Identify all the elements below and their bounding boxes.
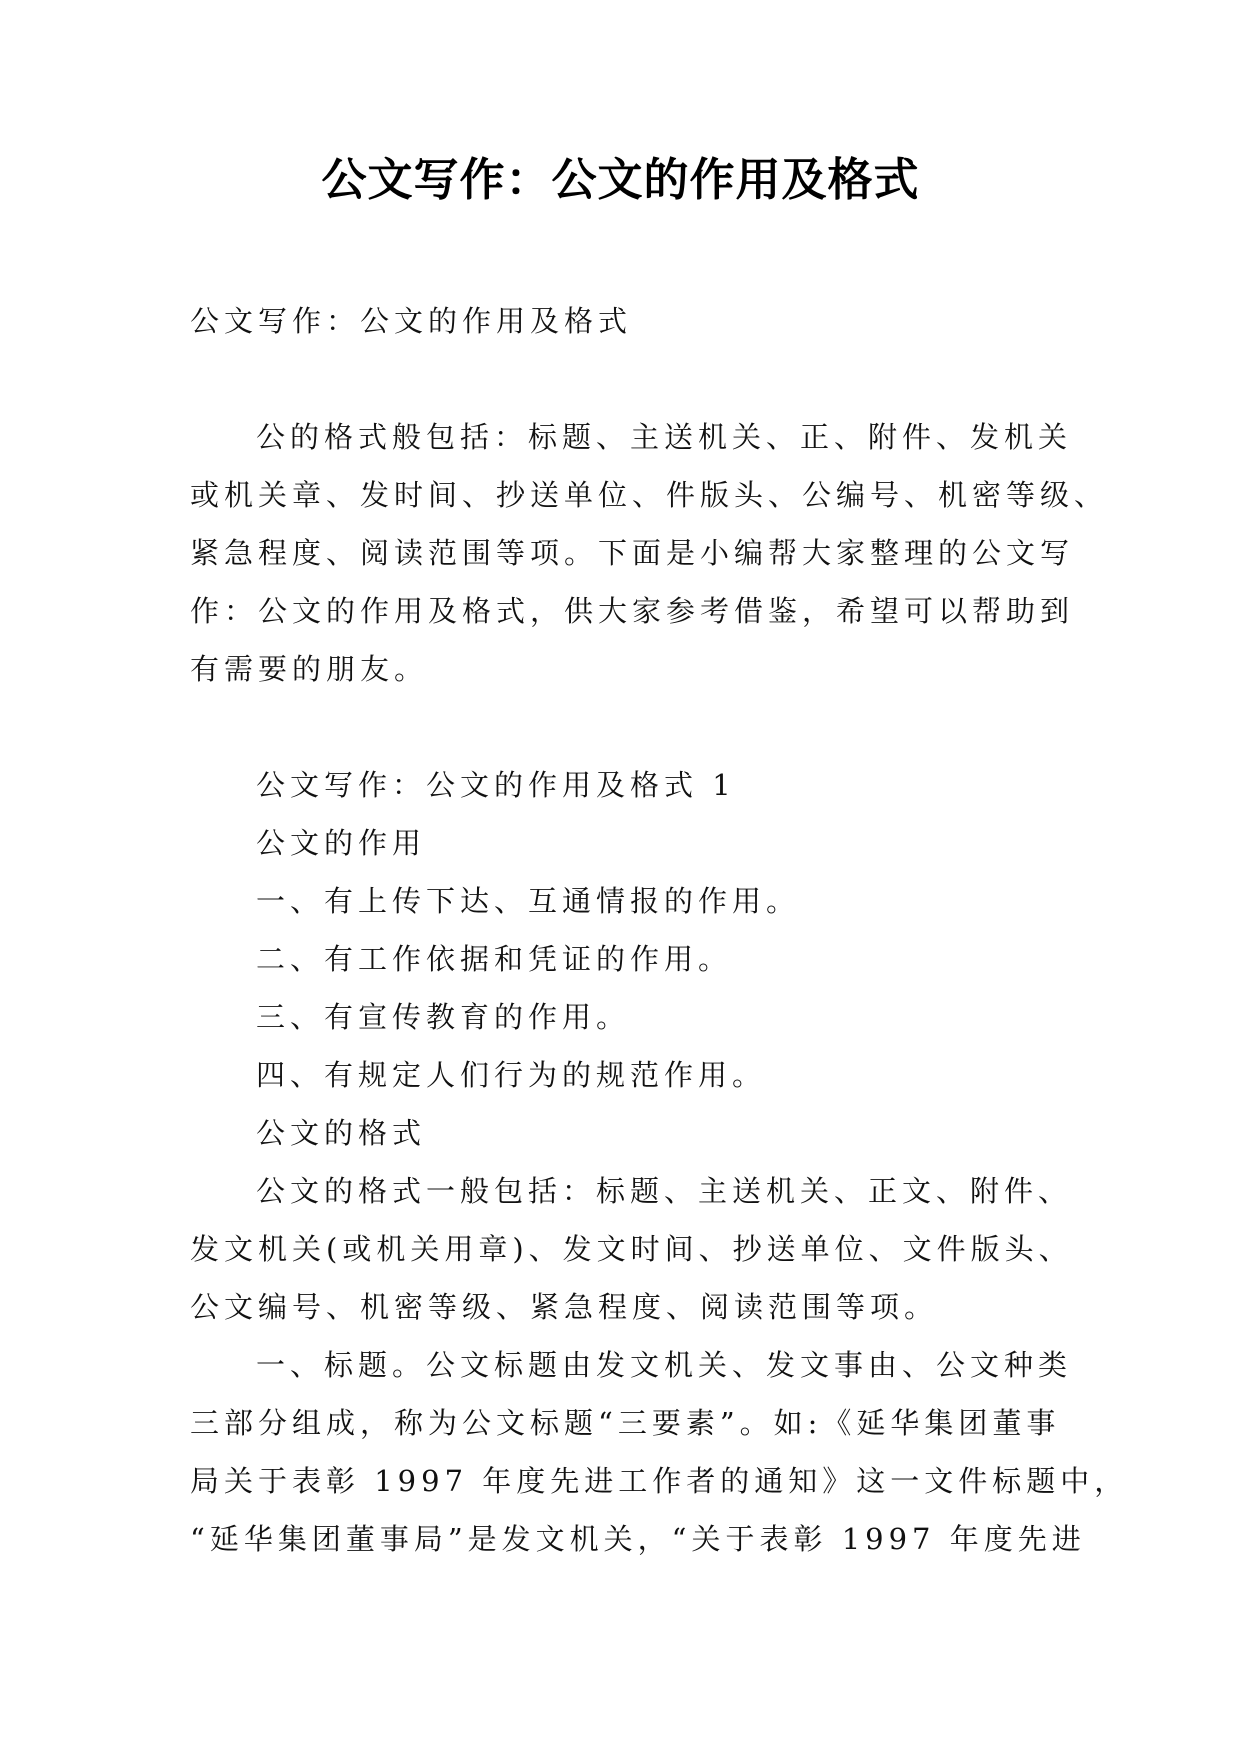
intro-line: 或机关章、发时间、抄送单位、件版头、公编号、机密等级、 [190, 478, 1109, 512]
format-line: 公文的格式一般包括：标题、主送机关、正文、附件、 [256, 1174, 1073, 1208]
format-line: 发文机关(或机关用章)、发文时间、抄送单位、文件版头、 [190, 1232, 1073, 1266]
paragraph-spacer [190, 698, 1070, 756]
format-heading: 公文的格式 [256, 1116, 427, 1150]
format-line: 公文编号、机密等级、紧急程度、阅读范围等项。 [190, 1290, 939, 1324]
title-section-line: “延华集团董事局”是发文机关，“关于表彰 1997 年度先进 [190, 1522, 1086, 1556]
document-subtitle: 公文写作：公文的作用及格式 [190, 304, 633, 338]
intro-line: 紧急程度、阅读范围等项。下面是小编帮大家整理的公文写 [190, 536, 1075, 570]
intro-line: 有需要的朋友。 [190, 652, 429, 686]
role-item: 一、有上传下达、互通情报的作用。 [256, 884, 801, 918]
intro-line: 公的格式般包括：标题、主送机关、正、附件、发机关 [256, 420, 1073, 454]
document-body [190, 292, 1129, 1568]
role-item: 二、有工作依据和凭证的作用。 [256, 942, 733, 976]
role-heading: 公文的作用 [256, 826, 427, 860]
title-section-line: 三部分组成，称为公文标题“三要素”。如:《延华集团董事 [190, 1406, 1061, 1440]
intro-line: 作：公文的作用及格式，供大家参考借鉴，希望可以帮助到 [190, 594, 1075, 628]
paragraph-spacer [190, 350, 1070, 408]
role-item: 四、有规定人们行为的规范作用。 [256, 1058, 767, 1092]
document-title: 公文写作：公文的作用及格式 [321, 153, 920, 206]
role-item: 三、有宣传教育的作用。 [256, 1000, 631, 1034]
title-section-line: 一、标题。公文标题由发文机关、发文事由、公文种类 [256, 1348, 1073, 1382]
title-section-line: 局关于表彰 1997 年度先进工作者的通知》这一文件标题中， [190, 1464, 1129, 1498]
section-heading: 公文写作：公文的作用及格式 1 [256, 768, 736, 802]
